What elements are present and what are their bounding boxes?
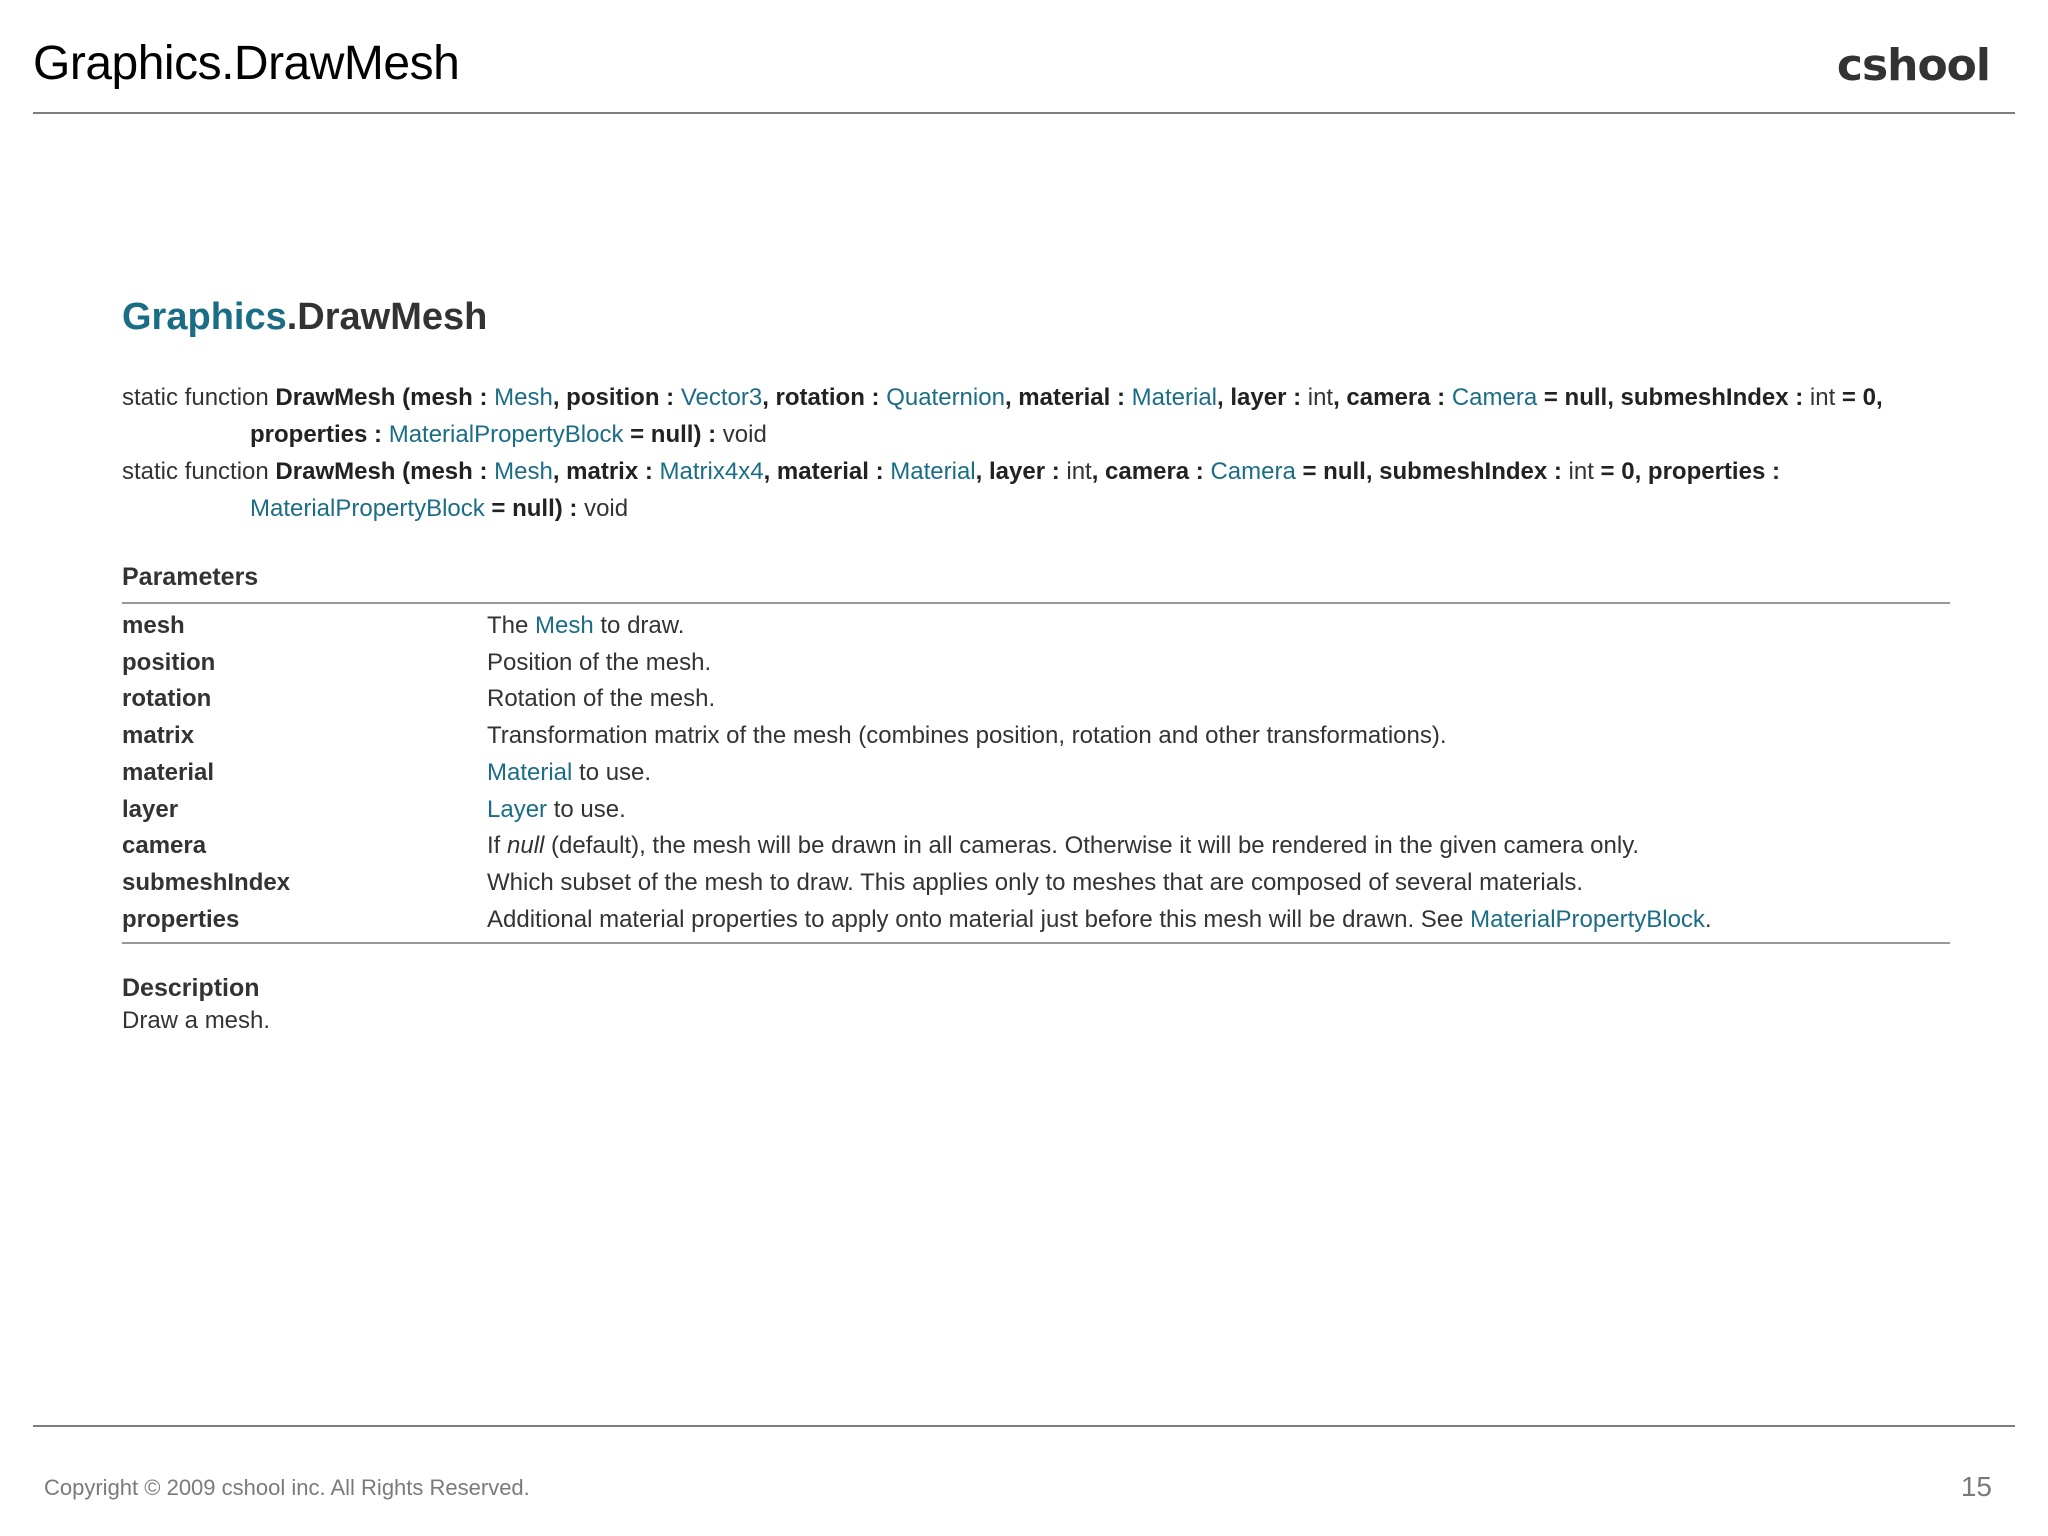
param-desc: Additional material properties to apply onto material just before this mesh will be drawn. See MaterialPropertyBlock.: [487, 905, 1712, 933]
param-row-properties: [122, 902, 1950, 944]
page-number: 15: [1960, 1471, 1992, 1502]
slide-title: Graphics.DrawMesh: [33, 37, 460, 90]
param-desc: Material to use.: [487, 758, 652, 786]
copyright-text: Copyright © 2009 cshool inc. All Rights Reserved.: [44, 1475, 530, 1500]
doc-title: [122, 296, 1954, 339]
param-name: matrix: [122, 722, 195, 750]
materialpropertyblock-link[interactable]: MaterialPropertyBlock: [1470, 905, 1705, 933]
parameters-table: [122, 602, 1950, 944]
type-link-camera[interactable]: Camera: [1451, 384, 1538, 411]
type-link-materialpropertyblock[interactable]: MaterialPropertyBlock: [250, 495, 485, 522]
footer-divider: [33, 1425, 2015, 1427]
param-row-mesh: [122, 603, 1950, 645]
mesh-link[interactable]: Mesh: [535, 612, 594, 639]
signature-1: static function DrawMesh (mesh : Mesh, position : Vector3, rotation : Quaternion, material : Material, layer : int, camera : Camera = null, submeshIndex : int = 0, properties : MaterialPropertyBlock = null) : void: [122, 384, 1883, 448]
param-name: position: [122, 648, 216, 676]
header-divider: [33, 112, 2015, 114]
param-row-layer: [122, 792, 1950, 829]
param-row-rotation: [122, 681, 1950, 718]
type-link-camera[interactable]: Camera: [1210, 458, 1296, 485]
param-name: camera: [122, 832, 207, 860]
param-desc: Transformation matrix of the mesh (combines position, rotation and other transformations).: [487, 722, 1447, 750]
material-link[interactable]: Material: [487, 758, 573, 786]
param-name: properties: [122, 905, 240, 933]
param-name: layer: [122, 795, 179, 823]
param-desc: If null (default), the mesh will be drawn in all cameras. Otherwise it will be rendered in the given camera only.: [487, 832, 1640, 860]
param-row-position: [122, 645, 1950, 682]
type-link-materialpropertyblock[interactable]: MaterialPropertyBlock: [388, 421, 624, 448]
param-name: rotation: [122, 685, 212, 713]
description-heading: Description: [122, 974, 260, 1003]
param-desc: Rotation of the mesh.: [487, 685, 716, 713]
doc-title-method: .DrawMesh: [286, 296, 488, 338]
type-link-mesh[interactable]: Mesh: [494, 384, 553, 411]
type-link-matrix4x4[interactable]: Matrix4x4: [659, 458, 764, 485]
doc-title-class-link[interactable]: Graphics: [122, 296, 287, 338]
param-name: submeshIndex: [122, 868, 291, 896]
description-text: Draw a mesh.: [122, 1007, 271, 1035]
type-link-material[interactable]: Material: [1131, 384, 1218, 411]
param-desc: Position of the mesh.: [487, 648, 712, 676]
type-link-mesh[interactable]: Mesh: [494, 458, 553, 485]
layer-link[interactable]: Layer: [487, 795, 548, 823]
param-row-matrix: [122, 718, 1950, 755]
param-name: mesh: [122, 612, 185, 639]
param-row-submeshindex: [122, 865, 1950, 902]
parameters-heading: Parameters: [122, 563, 259, 591]
param-desc: Layer to use.: [487, 795, 626, 823]
type-link-material[interactable]: Material: [890, 458, 976, 485]
param-desc: Which subset of the mesh to draw. This applies only to meshes that are composed of several materials.: [487, 868, 1584, 896]
type-link-quaternion[interactable]: Quaternion: [886, 384, 1005, 411]
param-name: material: [122, 758, 215, 786]
doc-screenshot: [122, 296, 1954, 1035]
cshool-logo: cshool: [1836, 40, 1990, 91]
param-desc: The Mesh to draw.: [487, 612, 685, 639]
param-row-camera: [122, 828, 1950, 865]
signature-2: static function DrawMesh (mesh : Mesh, matrix : Matrix4x4, material : Material, layer : int, camera : Camera = null, submeshIndex : int = 0, properties : MaterialPropertyBlock = null) : void: [122, 458, 1780, 522]
type-link-vector3[interactable]: Vector3: [680, 384, 763, 411]
param-row-material: [122, 755, 1950, 792]
